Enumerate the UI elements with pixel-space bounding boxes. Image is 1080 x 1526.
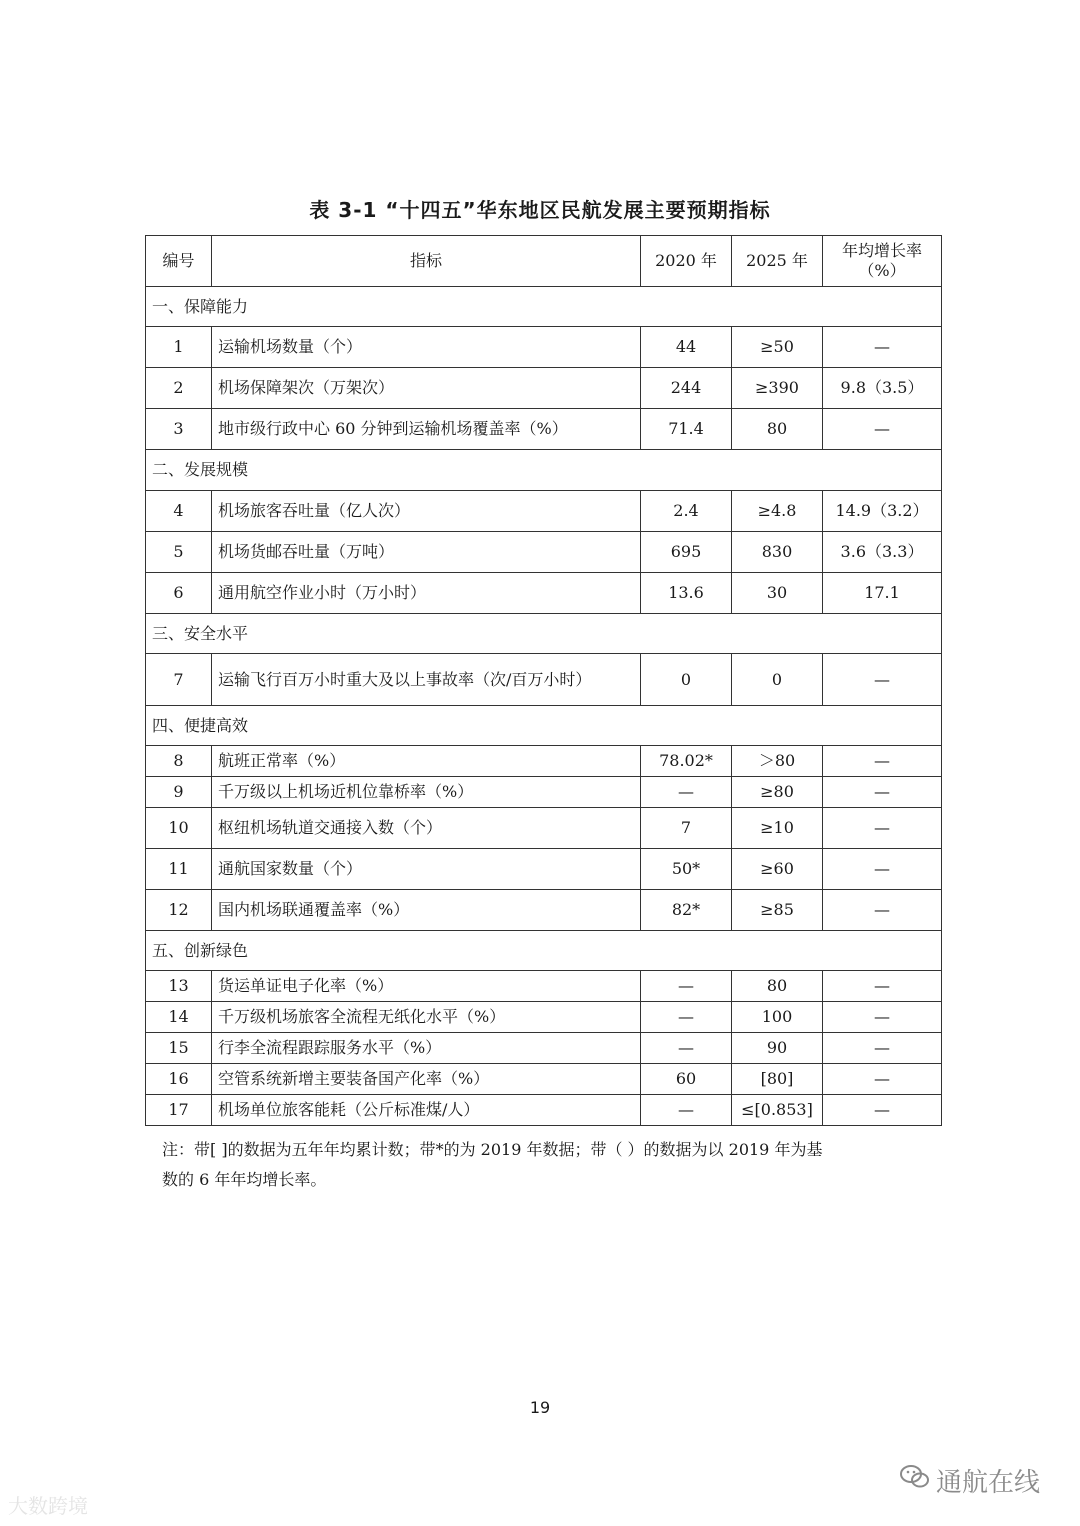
cell-growth: — — [823, 409, 942, 450]
cell-growth: — — [823, 890, 942, 931]
cell-growth: — — [823, 777, 942, 808]
cell-indicator: 机场旅客吞吐量（亿人次） — [212, 491, 641, 532]
cell-2025: 830 — [732, 532, 823, 573]
table-row — [146, 1002, 942, 1033]
table-row — [146, 849, 942, 890]
cell-growth: — — [823, 654, 942, 706]
cell-2020: — — [641, 1002, 732, 1033]
cell-no: 11 — [146, 849, 212, 890]
cell-2020: 60 — [641, 1064, 732, 1095]
cell-2020: 71.4 — [641, 409, 732, 450]
cell-2025: ＞80 — [732, 746, 823, 777]
cell-2025: ≥4.8 — [732, 491, 823, 532]
cell-growth: — — [823, 1002, 942, 1033]
cell-indicator: 通用航空作业小时（万小时） — [212, 573, 641, 614]
wechat-icon — [900, 1464, 930, 1497]
cell-2020: 2.4 — [641, 491, 732, 532]
cell-no: 16 — [146, 1064, 212, 1095]
cell-2025: 0 — [732, 654, 823, 706]
cell-indicator: 地市级行政中心 60 分钟到运输机场覆盖率（%） — [212, 409, 641, 450]
cell-2020: — — [641, 1033, 732, 1064]
cell-no: 17 — [146, 1095, 212, 1126]
section-title: 五、创新绿色 — [146, 931, 942, 971]
cell-no: 1 — [146, 327, 212, 368]
cell-growth: 17.1 — [823, 573, 942, 614]
header-indicator: 指标 — [212, 236, 641, 287]
cell-indicator: 货运单证电子化率（%） — [212, 971, 641, 1002]
cell-indicator: 行李全流程跟踪服务水平（%） — [212, 1033, 641, 1064]
cell-indicator: 国内机场联通覆盖率（%） — [212, 890, 641, 931]
cell-2025: ≤[0.853] — [732, 1095, 823, 1126]
cell-growth: — — [823, 1095, 942, 1126]
watermark-left: 大数跨境 — [8, 1494, 88, 1518]
cell-no: 10 — [146, 808, 212, 849]
cell-growth: — — [823, 327, 942, 368]
cell-2025: ≥50 — [732, 327, 823, 368]
cell-indicator: 千万级机场旅客全流程无纸化水平（%） — [212, 1002, 641, 1033]
section-row — [146, 706, 942, 746]
section-title: 一、保障能力 — [146, 287, 942, 327]
header-2020: 2020 年 — [641, 236, 732, 287]
cell-2025: 80 — [732, 971, 823, 1002]
note-line-1: 注：带[ ]的数据为五年年均累计数；带*的为 2019 年数据；带（ ）的数据为以 2019 年为基 — [162, 1140, 823, 1159]
cell-growth: 9.8（3.5） — [823, 368, 942, 409]
cell-no: 9 — [146, 777, 212, 808]
cell-growth: — — [823, 1033, 942, 1064]
table-row — [146, 654, 942, 706]
cell-no: 6 — [146, 573, 212, 614]
cell-indicator: 运输机场数量（个） — [212, 327, 641, 368]
cell-indicator: 机场货邮吞吐量（万吨） — [212, 532, 641, 573]
cell-2020: 50* — [641, 849, 732, 890]
cell-indicator: 机场保障架次（万架次） — [212, 368, 641, 409]
cell-growth: 14.9（3.2） — [823, 491, 942, 532]
cell-no: 13 — [146, 971, 212, 1002]
cell-2025: ≥10 — [732, 808, 823, 849]
cell-2025: 90 — [732, 1033, 823, 1064]
table-row — [146, 532, 942, 573]
header-no: 编号 — [146, 236, 212, 287]
section-row — [146, 287, 942, 327]
cell-indicator: 枢纽机场轨道交通接入数（个） — [212, 808, 641, 849]
cell-no: 8 — [146, 746, 212, 777]
page-number: 19 — [529, 1398, 551, 1417]
section-row — [146, 614, 942, 654]
cell-2020: — — [641, 777, 732, 808]
table-note — [162, 1135, 932, 1195]
table-row — [146, 971, 942, 1002]
table-row — [146, 777, 942, 808]
header-growth — [823, 236, 942, 287]
header-growth-line1: 年均增长率 — [841, 241, 922, 260]
cell-2020: — — [641, 971, 732, 1002]
cell-2020: — — [641, 1095, 732, 1126]
cell-2025: ≥80 — [732, 777, 823, 808]
cell-2025: ≥60 — [732, 849, 823, 890]
cell-no: 15 — [146, 1033, 212, 1064]
table-row — [146, 1033, 942, 1064]
cell-2020: 78.02* — [641, 746, 732, 777]
header-growth-line2: （%） — [858, 261, 906, 280]
cell-2020: 0 — [641, 654, 732, 706]
cell-no: 2 — [146, 368, 212, 409]
table-row — [146, 1095, 942, 1126]
cell-2020: 7 — [641, 808, 732, 849]
watermark-right — [900, 1462, 1040, 1499]
cell-2025: 30 — [732, 573, 823, 614]
section-title: 四、便捷高效 — [146, 706, 942, 746]
cell-indicator: 千万级以上机场近机位靠桥率（%） — [212, 777, 641, 808]
cell-no: 5 — [146, 532, 212, 573]
cell-2020: 13.6 — [641, 573, 732, 614]
table-row — [146, 409, 942, 450]
table-row — [146, 491, 942, 532]
cell-2025: 80 — [732, 409, 823, 450]
cell-indicator: 通航国家数量（个） — [212, 849, 641, 890]
cell-no: 14 — [146, 1002, 212, 1033]
note-line-2: 数的 6 年年均增长率。 — [162, 1170, 327, 1189]
section-row — [146, 450, 942, 491]
section-title: 二、发展规模 — [146, 450, 942, 491]
cell-growth: — — [823, 849, 942, 890]
watermark-right-text: 通航在线 — [936, 1468, 1041, 1498]
cell-2020: 244 — [641, 368, 732, 409]
table-row — [146, 808, 942, 849]
table-row — [146, 327, 942, 368]
cell-2025: ≥85 — [732, 890, 823, 931]
cell-no: 12 — [146, 890, 212, 931]
cell-indicator: 机场单位旅客能耗（公斤标准煤/人） — [212, 1095, 641, 1126]
indicator-table — [145, 235, 942, 1126]
table-row — [146, 573, 942, 614]
cell-no: 7 — [146, 654, 212, 706]
cell-indicator: 空管系统新增主要装备国产化率（%） — [212, 1064, 641, 1095]
cell-growth: — — [823, 1064, 942, 1095]
cell-indicator: 运输飞行百万小时重大及以上事故率（次/百万小时） — [212, 654, 641, 706]
table-title: 表 3-1 “十四五”华东地区民航发展主要预期指标 — [309, 198, 771, 222]
table-row — [146, 368, 942, 409]
cell-growth: 3.6（3.3） — [823, 532, 942, 573]
cell-growth: — — [823, 971, 942, 1002]
cell-2025: 100 — [732, 1002, 823, 1033]
cell-growth: — — [823, 808, 942, 849]
cell-2025: ≥390 — [732, 368, 823, 409]
cell-indicator: 航班正常率（%） — [212, 746, 641, 777]
table-row — [146, 1064, 942, 1095]
table-row — [146, 890, 942, 931]
section-title: 三、安全水平 — [146, 614, 942, 654]
cell-2020: 44 — [641, 327, 732, 368]
cell-2020: 82* — [641, 890, 732, 931]
cell-growth: — — [823, 746, 942, 777]
cell-no: 3 — [146, 409, 212, 450]
header-2025: 2025 年 — [732, 236, 823, 287]
section-row — [146, 931, 942, 971]
table-row — [146, 746, 942, 777]
table-header-row — [146, 236, 942, 287]
cell-2020: 695 — [641, 532, 732, 573]
cell-no: 4 — [146, 491, 212, 532]
cell-2025: [80] — [732, 1064, 823, 1095]
